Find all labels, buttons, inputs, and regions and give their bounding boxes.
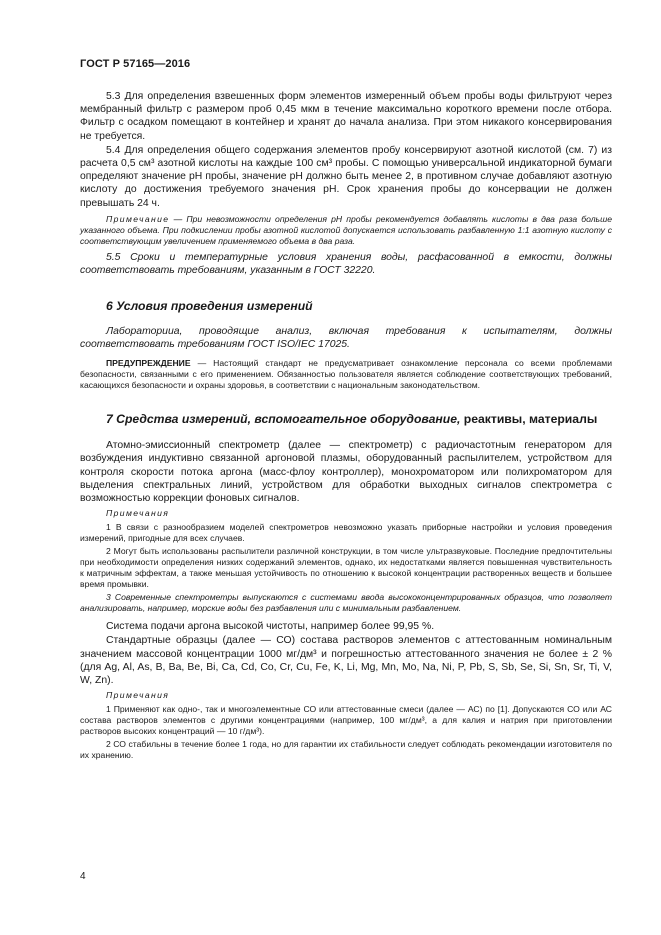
paragraph-5-4: 5.4 Для определения общего содержания элементов пробу консервируют азотной кислотой (см. 7) из расчета 0,5 см³ азотной кислоты на каждые 100 см³ пробы. С помощью универсальной индикаторной бумаги определяют значение pH пробы, значение pH должно быть менее 2, в противном случае добавляют азотную кислоту до достижения требуемого значения pH. Срок хранения пробы до консервации не должен превышать 24 ч. <box>80 144 612 209</box>
page-number: 4 <box>80 871 86 882</box>
note-5-4 <box>80 214 612 247</box>
note-7-m1: 1 Применяют как одно-, так и многоэлементные СО или аттестованные смеси (далее — АС) по [1]. Допускаются СО или АС состава растворов элементов с другими концентрациями (например, 100 мг/дм³, а для калия и натрия при приготовлении растворов высоких концентраций — 10 г/дм³). <box>80 704 612 737</box>
section-7-title-italic: 7 Средства измерений, вспомогательное оборудование, <box>106 412 461 427</box>
section-7-heading <box>106 411 612 427</box>
note-label: Примечание <box>106 213 170 224</box>
note-7-1: 1 В связи с разнообразием моделей спектрометров невозможно указать приборные настройки и условия проведения измерений, пригодные для всех случаев. <box>80 522 612 544</box>
warning-paragraph <box>80 358 612 392</box>
page-content <box>80 90 612 763</box>
section-7-paragraph-2: Система подачи аргона высокой чистоты, например более 99,95 %. <box>106 621 435 633</box>
paragraph-5-5: 5.5 Сроки и температурные условия хранения воды, расфасованной в емкости, должны соответствовать требованиям, указанным в ГОСТ 32220. <box>80 251 612 277</box>
warning-text: — Настоящий стандарт не предусматривает ознакомление персонала со всеми проблемами безопасности, связанными с его применением. Обязанностью пользователя является соблюдение соответствующих требований, касающихся безопасности и охраны здоровья, в соответствии с национальным законодательством. <box>80 357 612 391</box>
section-7-paragraph-1: Атомно-эмиссионный спектрометр (далее — спектрометр) с радиочастотным генератором для возбуждения индуктивно связанной аргоновой плазмы, оборудованный распылителем, устройством для контроля скорости потока аргона (масс-флоу контроллер), монохроматором или полихроматором для выделения спектральных линий, устройством для обработки выходных сигналов спектрометра с возможностью коррекции фоновых сигналов. <box>80 440 612 505</box>
paragraph-5-3: 5.3 Для определения взвешенных форм элементов измеренный объем пробы воды фильтруют через мембранный фильтр с размером проб 0,45 мкм в течение максимально короткого времени после отбора. Фильтр с осадком помещают в контейнер и хранят до начала анализа. При этом никакого консервирования не требуется. <box>80 91 612 142</box>
note-7-2: 2 Могут быть использованы распылители различной конструкции, в том числе ультразвуковые. Последние предпочтительны при необходимости определения низких содержаний элементов, однако, их недостатками является повышенная чувствительность к матричным эффектам, а также меньшая устойчивость по отношению к высокой концентрации растворенных веществ и большее время промывки. <box>80 546 612 590</box>
note-text: — При невозможности определения pH пробы рекомендуется добавлять кислоты в два раза больше указанного объема. При подкислении пробы азотной кислотой допускается использовать разбавленную 1:1 азотную кислоту с соответствующим увеличением применяемого объема в два раза. <box>80 213 612 246</box>
section-6-text: Лабораторииa, проводящие анализ, включая требования к испытателям, должны соответствовать требованиям ГОСТ ISO/IEC 17025. <box>80 326 612 351</box>
note-7-m2: 2 СО стабильны в течение более 1 года, но для гарантии их стабильности следует соблюдать рекомендации изготовителя по их хранению. <box>80 739 612 761</box>
notes-label-1: Примечания <box>106 508 170 519</box>
section-7-paragraph-3: Стандартные образцы (далее — СО) состава растворов элементов с аттестованным номинальным значением массовой концентрации 1000 мг/дм³ и погрешностью аттестованного значения не более ± 2 % (для Ag, Al, As, B, Ba, Be, Bi, Ca, Cd, Co, Cr, Cu, Fe, K, Li, Mg, Mn, Mo, Na, Ni, P, Pb, S, Sb, Se, Si, Sn, Sr, Ti, V, W, Zn). <box>80 635 612 687</box>
section-6-heading: 6 Условия проведения измерений <box>106 299 313 314</box>
notes-label-2: Примечания <box>106 690 170 701</box>
section-7-title-plain: реактивы, материалы <box>460 412 598 427</box>
standard-header: ГОСТ Р 57165—2016 <box>80 58 191 70</box>
note-7-3: 3 Современные спектрометры выпускаются с системами ввода высококонцентрированных образцов, что позволяет анализировать, например, морские воды без разбавления или с минимальным разбавлением. <box>80 592 612 614</box>
warning-label: ПРЕДУПРЕЖДЕНИЕ <box>106 357 191 368</box>
